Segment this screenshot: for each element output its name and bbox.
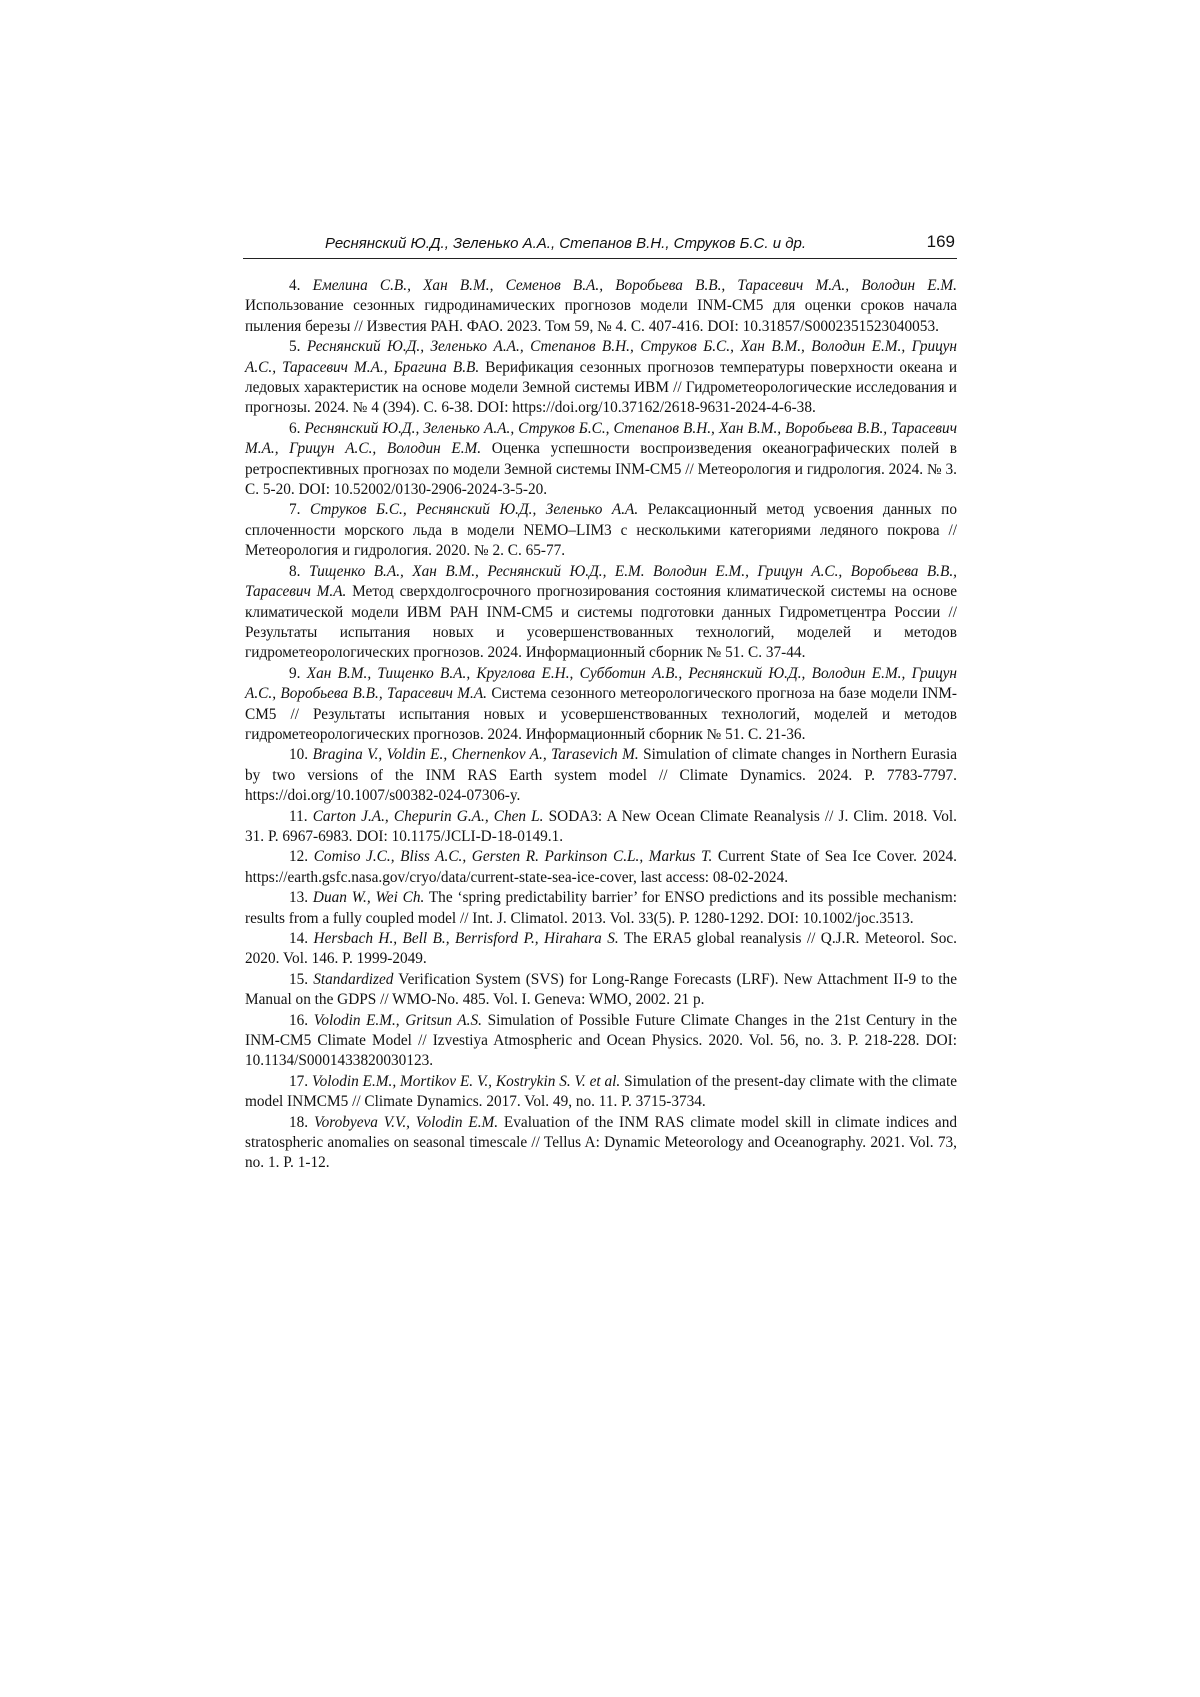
ref-number: 13. [289,889,309,907]
ref-text: SODA3: A New Ocean Climate Reanalysis // J. Clim. 2018. Vol. 31. P. 6967-6983. DOI: 10.1175/JCLI-D-18-0149.1. [245,807,958,845]
ref-text: The ‘spring predictability barrier’ for ENSO predictions and its possible mechanism: results from a fully coupled model // Int. J. Climatol. 2013. Vol. 33(5). P. 1280-1292. DOI: 10.1002/joc.3513. [245,889,957,927]
ref-number: 14. [289,930,309,947]
ref-text: Simulation of Possible Future Climate Changes in the 21st Century in the INM-CM5 Climate Model // Izvestiya Atmospheric and Ocean Physics. 2020. Vol. 56, no. 3. P. 218-228. DOI: 10.1134/S0001433820030123. [245,1011,958,1070]
reference-item [245,562,957,664]
ref-number: 18. [289,1113,309,1131]
ref-authors: Standardized [313,970,394,988]
reference-item [245,337,957,419]
ref-authors: Carton J.A., Chepurin G.A., Chen L. [312,807,544,825]
ref-text: Simulation of climate changes in Northern Eurasia by two versions of the INM RAS Earth system model // Climate Dynamics. 2024. P. 7783-7797. https://doi.org/10.1007/s00382-024-07306-y. [245,746,958,805]
ref-number: 5. [289,338,301,356]
ref-authors: Bragina V., Voldin E., Chernenkov A., Tarasevich M. [312,746,639,764]
reference-item [245,970,957,1011]
reference-item [245,419,957,501]
ref-authors: Емелина С.В., Хан В.М., Семенов В.А., Воробьева В.В., Тарасевич М.А., Володин Е.М. [312,277,957,294]
ref-text: The ERA5 global reanalysis // Q.J.R. Meteorol. Soc. 2020. Vol. 146. P. 1999-2049. [245,930,957,968]
ref-number: 16. [289,1011,309,1029]
reference-item [245,1011,957,1072]
ref-authors: Duan W., Wei Ch. [312,889,425,907]
reference-item [245,1072,957,1113]
ref-number: 7. [289,501,301,519]
ref-text: Evaluation of the INM RAS climate model skill in climate indices and stratospheric anomalies on seasonal timescale // Tellus A: Dynamic Meteorology and Oceanography. 2021. Vol. 73, no. 1. P. 1-12. [245,1113,958,1172]
ref-number: 17. [289,1072,309,1090]
ref-text: Simulation of the present-day climate with the climate model INMCM5 // Climate Dynamics. 2017. Vol. 49, no. 11. P. 3715-3734. [245,1072,958,1111]
reference-list [245,276,957,1174]
reference-item [245,500,957,561]
ref-number: 11. [289,807,308,825]
reference-item [245,929,957,970]
ref-number: 9. [289,664,301,682]
ref-text: Метод сверхдолгосрочного прогнозирования состояния климатической системы на основе климатической модели ИВМ РАН INM-CM5 и системы подготовки данных Гидрометцентра России // Результаты испытания новых и усовершенствованных технологий, моделей и методов гидрометеорологических прогнозов. 2024. Информационный сборник № 51. С. 37-44. [245,583,957,662]
ref-authors: Реснянский Ю.Д., Зеленько А.А., Степанов В.Н., Струков Б.С., Хан В.М., Володин Е.М., Грицун А.С., Тарасевич М.А., Брагина В.В. [245,338,957,376]
ref-number: 15. [289,970,309,988]
ref-authors: Хан В.М., Тищенко В.А., Круглова Е.Н., Субботин А.В., Реснянский Ю.Д., Володин Е.М., Грицун А.С., Воробьева В.В., Тарасевич М.А. [245,664,957,703]
ref-authors: Vorobyeva V.V., Volodin E.M. [313,1113,499,1131]
running-header [243,232,957,259]
ref-number: 12. [289,848,309,866]
reference-item [245,807,957,848]
reference-item [245,888,957,929]
ref-number: 10. [289,746,309,764]
reference-item [245,664,957,746]
running-authors: Реснянский Ю.Д., Зеленько А.А., Степанов В.Н., Струков Б.С. и др. [325,235,807,252]
ref-number: 6. [289,419,301,437]
ref-text: Использование сезонных гидродинамических прогнозов модели INM-CM5 для оценки сроков начала пыления березы // Известия РАН. ФАО. 2023. Том 59, № 4. С. 407-416. DOI: 10.31857/S0002351523040053. [245,297,957,335]
ref-authors: Реснянский Ю.Д., Зеленько А.А., Струков Б.С., Степанов В.Н., Хан В.М., Воробьева В.В., Тарасевич М.А., Грицун А.С., Володин Е.М. [245,419,958,458]
ref-number: 4. [289,277,301,294]
ref-text: Оценка успешности воспроизведения океанографических полей в ретроспективных прогнозах по модели Земной системы INM-CM5 // Метеорология и гидрология. 2024. № 3. С. 5-20. DOI: 10.52002/0130-2906-2024-3-5-20. [245,440,958,499]
ref-text: Система сезонного метеорологического прогноза на базе модели INM-CM5 // Результаты испытания новых и усовершенствованных технологий, моделей и методов гидрометеорологических прогнозов. 2024. Информационный сборник № 51. С. 21-36. [245,685,957,743]
ref-text: Верификация сезонных прогнозов температуры поверхности океана и ледовых характеристик на основе модели Земной системы ИВМ // Гидрометеорологические исследования и прогнозы. 2024. № 4 (394). С. 6-38. DOI: https://doi.org/10.37162/2618-9631-2024-4-6-38. [245,358,958,417]
ref-authors: Volodin E.M., Mortikov E. V., Kostrykin S. V. et al. [312,1072,621,1090]
reference-item [245,745,957,806]
reference-item [245,847,957,888]
ref-authors: Volodin E.M., Gritsun A.S. [313,1011,482,1029]
ref-authors: Струков Б.С., Реснянский Ю.Д., Зеленько А.А. [309,501,639,519]
reference-item [245,1113,957,1174]
ref-text: Verification System (SVS) for Long-Range Forecasts (LRF). New Attachment II-9 to the Manual on the GDPS // WMO-No. 485. Vol. I. Geneva: WMO, 2002. 21 p. [245,970,957,1009]
ref-text: Current State of Sea Ice Cover. 2024. https://earth.gsfc.nasa.gov/cryo/data/current-state-sea-ice-cover, last access: 08-02-2024. [245,848,957,886]
ref-number: 8. [289,562,301,580]
ref-authors: Hersbach H., Bell B., Berrisford P., Hirahara S. [313,930,619,947]
page-number: 169 [926,232,955,251]
reference-item [245,276,957,337]
ref-authors: Тищенко В.А., Хан В.М., Реснянский Ю.Д., Е.М. Володин Е.М., Грицун А.С., Воробьева В.В., Тарасевич М.А. [245,562,958,601]
ref-authors: Comiso J.C., Bliss A.C., Gersten R. Parkinson C.L., Markus T. [313,848,713,866]
ref-text: Релаксационный метод усвоения данных по сплоченности морского льда в модели NEMO–LIM3 с несколькими категориями ледяного покрова // Метеорология и гидрология. 2020. № 2. С. 65-77. [245,501,958,560]
